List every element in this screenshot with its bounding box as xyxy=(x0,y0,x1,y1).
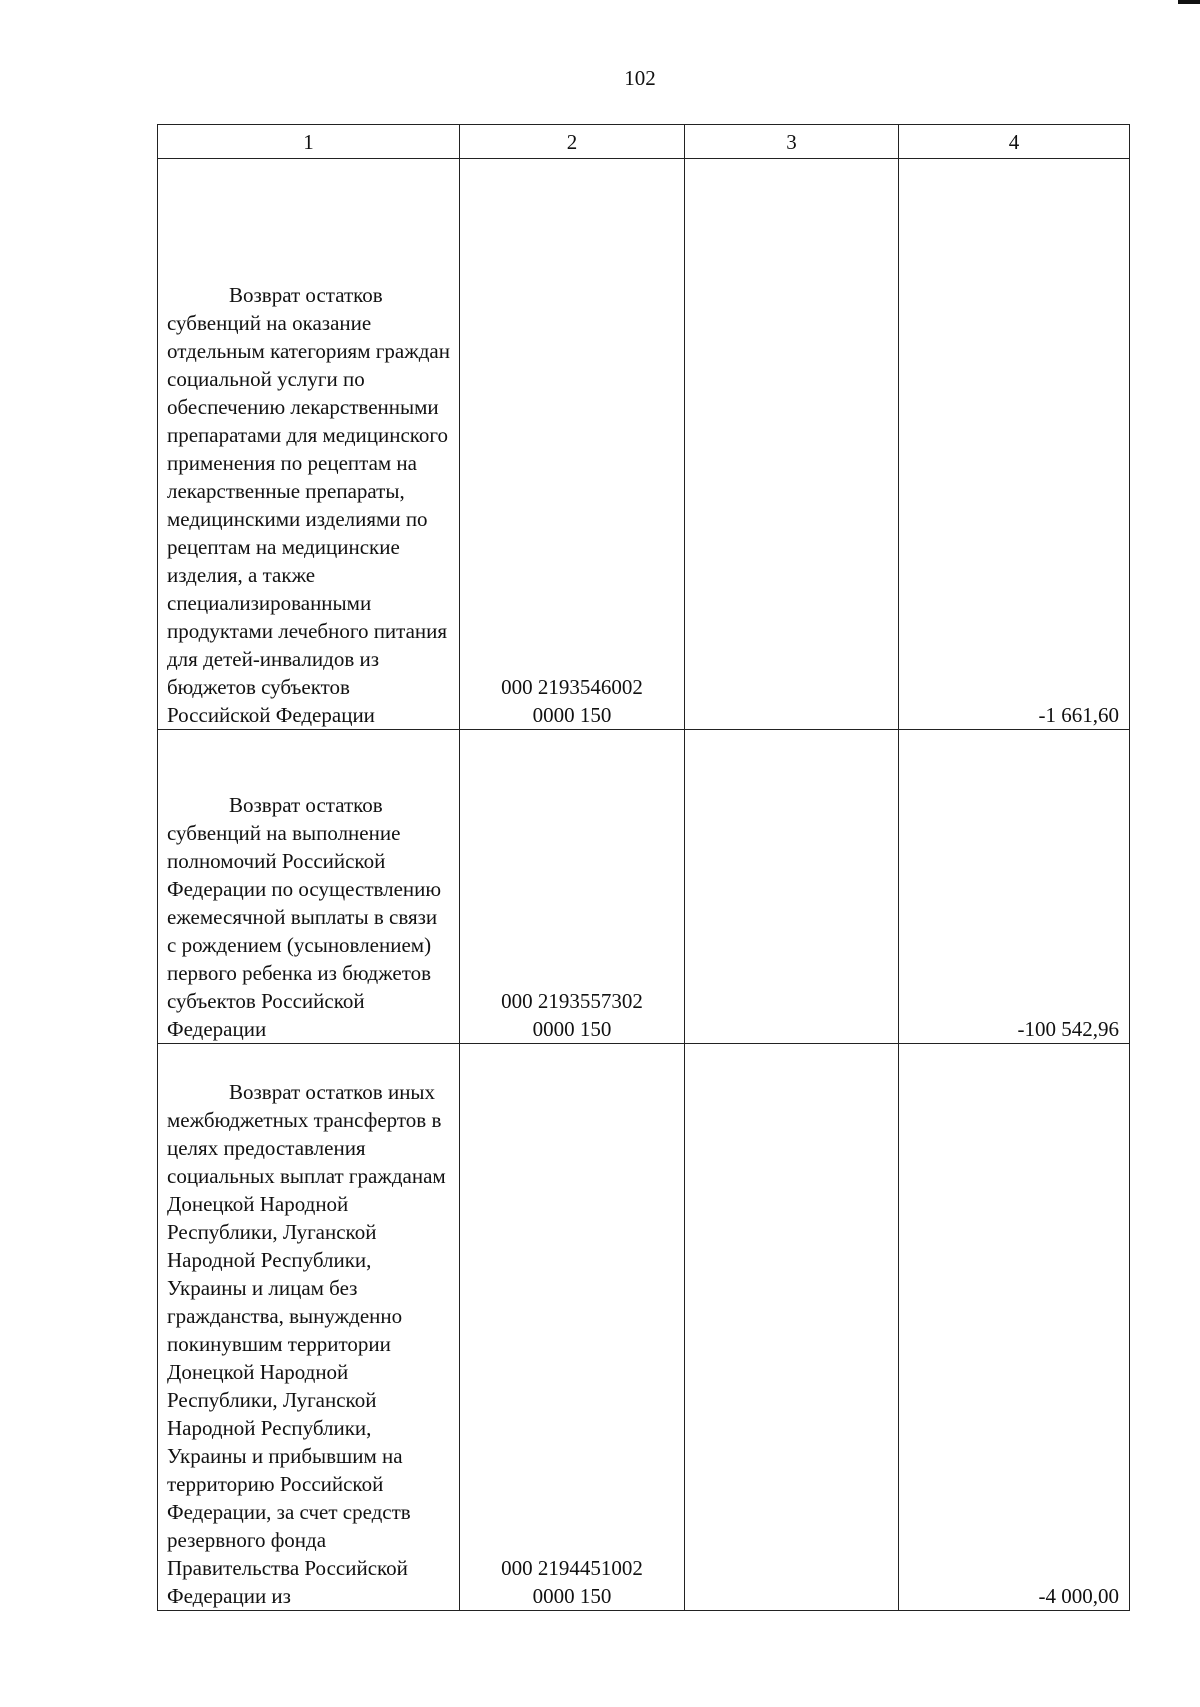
header-col-4: 4 xyxy=(899,125,1130,159)
budget-table xyxy=(157,124,1130,1611)
row-code-line2: 0000 150 xyxy=(532,1584,612,1608)
table-row xyxy=(158,159,1130,730)
row-code-line1: 000 2194451002 xyxy=(501,1556,643,1580)
row-code-line2: 0000 150 xyxy=(532,703,612,727)
header-col-1: 1 xyxy=(158,125,460,159)
scan-corner-mark xyxy=(1178,0,1200,4)
row-code-line1: 000 2193546002 xyxy=(501,675,643,699)
row-code-line2: 0000 150 xyxy=(532,1017,612,1041)
row-amount-cell: -1 661,60 xyxy=(899,159,1130,730)
row-col3-cell xyxy=(685,1044,899,1611)
row-name: Возврат остатков субвенций на выполнение полномочий Российской Федерации по осуществлению ежемесячной выплаты в связи с рождением (усыновлением) первого ребенка из бюджетов субъектов Российской Федерации xyxy=(167,793,442,1041)
row-code-line1: 000 2193557302 xyxy=(501,989,643,1013)
row-name: Возврат остатков иных межбюджетных трансфертов в целях предоставления социальных выплат гражданам Донецкой Народной Республики, Луганской Народной Республики, Украины и лицам без гражданства, вынужденно покинувшим территории Донецкой Народной Республики, Луганской Народной Республики, Украины и прибывшим на территорию Российской Федерации, за счет средств резервного фонда Правительства Российской Федерации из xyxy=(167,1080,446,1608)
table-row xyxy=(158,1044,1130,1611)
table-header-row xyxy=(158,125,1130,159)
header-col-3: 3 xyxy=(685,125,899,159)
row-col3-cell xyxy=(685,730,899,1044)
row-name-cell xyxy=(158,730,460,1044)
table-row xyxy=(158,730,1130,1044)
page-number: 102 xyxy=(624,66,656,90)
header-col-2: 2 xyxy=(460,125,685,159)
row-code-cell xyxy=(460,1044,685,1611)
row-name-cell xyxy=(158,1044,460,1611)
row-amount-cell: -100 542,96 xyxy=(899,730,1130,1044)
row-amount-cell: -4 000,00 xyxy=(899,1044,1130,1611)
row-name-cell xyxy=(158,159,460,730)
row-code-cell xyxy=(460,159,685,730)
row-col3-cell xyxy=(685,159,899,730)
row-code-cell xyxy=(460,730,685,1044)
row-name: Возврат остатков субвенций на оказание отдельным категориям граждан социальной услуги по обеспечению лекарственными препаратами для медицинского применения по рецептам на лекарственные препараты, медицинскими изделиями по рецептам на медицинские изделия, а также специализированными продуктами лечебного питания для детей-инвалидов из бюджетов субъектов Российской Федерации xyxy=(167,283,450,727)
